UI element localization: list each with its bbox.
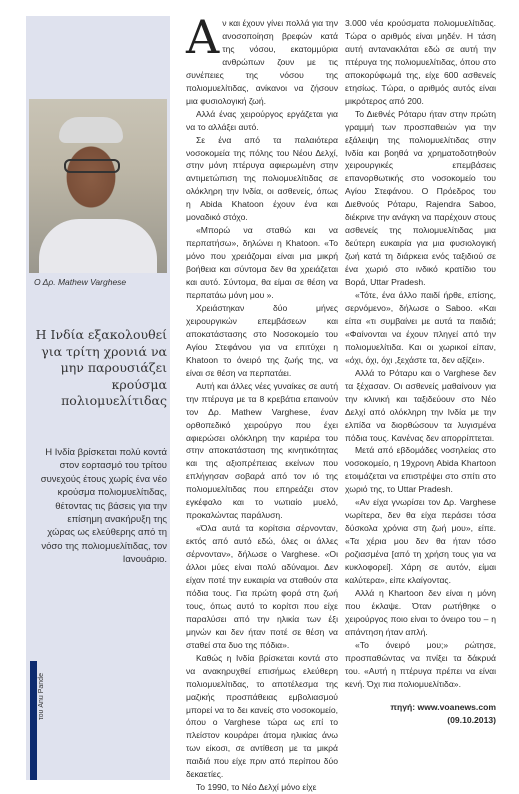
article-paragraph: 3.000 νέα κρούσματα πολιομυελίτιδας. Τώρα ο αριθμός είναι μηδέν. Η τάση αυτή αντανακλάται εδώ σε αυτή την πτέρυγα της πολιομυελίτιδας, όπου στο αποκορύφωμά της, είχε 600 ασθενείς ετησίως. Τώρα, ο αριθμός αυτός είναι μικρότερος από 200. xyxy=(345,18,496,106)
date-line: (09.10.2013) xyxy=(447,714,496,725)
portrait-photo xyxy=(29,99,167,273)
article-paragraph: «Το όνειρό μου;» ρώτησε, προσπαθώντας να πνίξει τα δάκρυά του. «Αυτή η πτέρυγα πρέπει να είναι κενή. Όχι πια πολιομυελίτιδα». xyxy=(345,639,496,689)
photo-caption: Ο Δρ. Mathew Varghese xyxy=(34,277,127,287)
photo-shirt xyxy=(39,219,157,273)
article-column-2 xyxy=(345,17,496,726)
credit-strip xyxy=(30,661,37,780)
sidebar-intro: Η Ινδία βρίσκεται πολύ κοντά στον εορτασμό του τρίτου συνεχούς έτους χωρίς ένα νέο κρούσμα πολιομυελίτιδας, θέτοντας τις βάσεις για την επίσημη ανακήρυξη της χώρας ως ελεύθερης από τη νόσο της πολιομυελίτιδας, τον Ιανουάριο. xyxy=(40,447,167,566)
article-paragraph: Μετά από εβδομάδες νοσηλείας στο νοσοκομείο, η 19χρονη Abida Khartoon ετοιμάζεται να επιστρέψει στο σπίτι στο χωριό της, το Uttar Pradesh. xyxy=(345,445,496,495)
dropcap: Α xyxy=(186,10,220,64)
article-paragraph: Το Διεθνές Ρόταρυ ήταν στην πρώτη γραμμή των προσπαθειών για την εξάλειψη της πολιομυελίτιδας στην Ινδία και βοηθά να χρηματοδοτηθούν χειρουργικές επεμβάσεις επανορθωτικής στο νοσοκομείο του Αγίου Στεφάνου. Ο Πρόεδρος του Διεθνούς Ρόταρυ, Rajendra Saboo, διέκρινε την ανάγκη να παρέχουν στους ασθενείς της πολιομυελίτιδας μια δεύτερη ευκαιρία για μια φυσιολογική ζωή κατά τη διάρκεια ενός ταξιδιού σε ένα χωριό στο ινδικό κρατίδιο του Βορά, Uttar Pradesh. xyxy=(345,108,496,288)
article-paragraph: Καθώς η Ινδία βρίσκεται κοντά στο να ανακηρυχθεί επισήμως ελεύθερη πολιομυελίτιδας, το αποτέλεσμα της μαζικής προσπάθειας εμβολιασμού μπορεί να το δει κανείς στο νοσοκομείο, όπου ο Varghese τώρα ως επί το πλείστον κουράρει άτομα ηλικίας άνω των είκοσι, σε αντίθεση με τα μικρά παιδιά που είχε πριν από περίπου δύο δεκαετίες. xyxy=(186,652,338,780)
article-paragraph: Αλλά το Ρόταρυ και ο Varghese δεν τα ξέχασαν. Οι ασθενείς μαθαίνουν για την κλινική και ταξιδεύουν στο Νέο Δελχί από ολόκληρη την Ινδία με την ελπίδα να διορθώσουν τα λυγισμένα πόδια τους. Κανένας δεν απορρίπτεται. xyxy=(345,367,496,443)
article-paragraph: «Μπορώ να σταθώ και να περπατήσω», δηλώνει η Khatoon. «Το μόνο που χρειάζομαι είναι μια μικρή βοήθεια και σύντομα δεν θα χρειάζεται και αυτό. Σύντομα, θα είμαι σε θέση να περπατάω μόνη μου ». xyxy=(186,225,338,301)
source-line: πηγή: www.voanews.com xyxy=(390,701,496,712)
sidebar-headline: Η Ινδία εξακολουθεί για τρίτη χρονιά να μην παρουσιάζει κρούσμα πολιομυελίτιδας xyxy=(35,327,167,408)
photo-credit: του Anu Pande xyxy=(38,673,45,720)
photo-hair xyxy=(59,117,123,143)
article-paragraph: Σε ένα από τα παλαιότερα νοσοκομεία της πόλης του Νέου Δελχί, στην μόνη πτέρυγα αφιερωμένη στην αντιμετώπιση της πολιομυελίτιδας σε ολόκληρη την Ινδία, οι ασθενείς, όπως η Abida Khatoon έχουν ένα και μοναδικό στόχο. xyxy=(186,134,338,223)
article-paragraph: «Τότε, ένα άλλο παιδί ήρθε, επίσης, σερνόμενο», δήλωσε ο Saboo. «Και είπα «τι συμβαίνει με αυτά τα παιδιά; «Φαίνονται να έχουν πληγεί από την πολιομυελίτιδα. Και οι χωρικοί είπαν, «όχι, όχι, όχι ,ξεχάστε τα, δεν αξίζει». xyxy=(345,290,496,365)
article-paragraph: Αυτή και άλλες νέες γυναίκες σε αυτή την πτέρυγα με τα 8 κρεβάτια επαινούν τον Δρ. Mathew Varghese, έναν ορθοπεδικό χειρούργο που έχει αφιερώσει ολόκληρη την καριέρα του στην αποκατάσταση της κινητικότητας και της αξιοπρέπειας εκείνων που επλήγησαν σοβαρά από τον ιό της πολιομυελίτιδας που επηρεάζει στον εγκέφαλο και το νωτιαίο μυελό, προκαλώντας παράλυση. xyxy=(186,380,338,521)
article-paragraph: Αλλά η Khartoon δεν είναι η μόνη που έκλαψε. Όταν ρωτήθηκε ο χειρούργος ποιο είναι το όνειρο του – η απάντηση ήταν απλή. xyxy=(345,587,496,637)
article-column-1 xyxy=(186,10,338,794)
article-paragraph: Χρειάστηκαν δύο μήνες χειρουργικών επεμβάσεων και αποκατάστασης στο Νοσοκομείο του Αγίου Στεφάνου για να επιτύχει η Khatoon το όνειρό της ζωής της, να είναι σε θέση να περπατάει. xyxy=(186,302,338,378)
article-paragraph: «Αν είχα γνωρίσει τον Δρ. Varghese νωρίτερα, δεν θα είχα περάσει τόσα δύσκολα χρόνια στη ζωή μου», είπε. «Τα χέρια μου δεν θα ήταν τόσο ροζιασμένα [από τη χρήση τους για να κυκλοφορεί]. Χάρη σε αυτόν, είμαι καλύτερα», είπε κλαίγοντας. xyxy=(345,497,496,585)
article-paragraph: Το 1990, το Νέο Δελχί μόνο είχε xyxy=(196,782,317,793)
photo-glasses xyxy=(64,159,120,173)
article-paragraph: «Όλα αυτά τα κορίτσια σέρνονταν, εκτός από αυτό εδώ, όλες οι άλλες σέρνονταν», δήλωσε ο Varghese. «Οι άλλοι μύες είναι πολύ αδύναμοι. Δεν είχαν ποτέ την ευκαιρία να σταθούν στα πόδια τους. Για πρώτη φορά στη ζωή τους, όπως αυτό το κορίτσι που είχε παραλύσει από την ηλικία των έξι μηνών και δεν ήταν ποτέ σε θέση να σταθεί στα δυο της πόδια». xyxy=(186,523,338,650)
article-paragraph: Αλλά ένας χειρούργος εργάζεται για να το αλλάξει αυτό. xyxy=(186,108,338,132)
article-paragraph: Αν και έχουν γίνει πολλά για την ανοσοποίηση βρεφών κατά της νόσου, εκατομμύρια ανθρώπων ζουν με τις συνέπειες της νόσου της πολιομυελίτιδας, ανίκανοι να ζήσουν μια φυσιολογική ζωή. xyxy=(186,10,338,106)
